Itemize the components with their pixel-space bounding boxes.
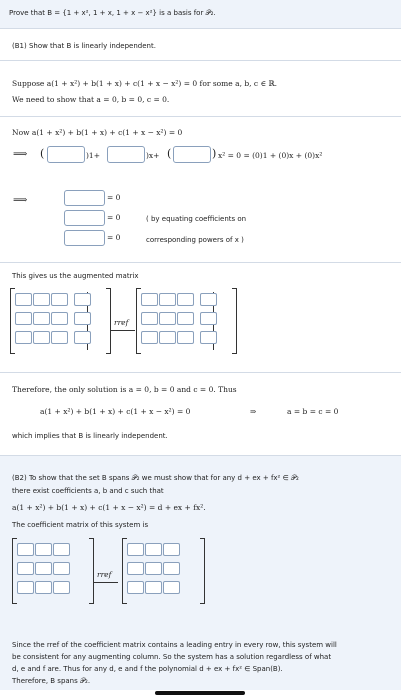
- matrix-cell[interactable]: [35, 562, 52, 575]
- matrix-cell[interactable]: [35, 543, 52, 556]
- open-paren: (: [167, 147, 172, 160]
- divider: [0, 116, 401, 117]
- matrix-cell[interactable]: [141, 293, 158, 306]
- divider: [0, 372, 401, 373]
- matrix-cell[interactable]: [177, 331, 194, 344]
- matrix-cell[interactable]: [51, 331, 68, 344]
- matrix-cell[interactable]: [145, 562, 162, 575]
- matrix-cell[interactable]: [200, 293, 217, 306]
- matrix-cell[interactable]: [33, 293, 50, 306]
- matrix-cell[interactable]: [74, 312, 91, 325]
- independence-conclusion: which implies that B is linearly independent.: [12, 432, 168, 440]
- rref-label: rref: [97, 570, 112, 579]
- matrix-bracket: [232, 288, 237, 354]
- equating-note: ( by equating coefficients on: [146, 215, 247, 223]
- eq-box-3[interactable]: [64, 230, 105, 246]
- coef-box-3[interactable]: [173, 146, 211, 163]
- matrix-cell[interactable]: [33, 331, 50, 344]
- implies-arrow: ⟹: [13, 149, 28, 160]
- eq-box-2[interactable]: [64, 210, 105, 226]
- divider: [0, 262, 401, 263]
- divider: [0, 28, 401, 29]
- matrix-cell[interactable]: [200, 312, 217, 325]
- rref-arrow: [93, 582, 118, 583]
- home-indicator[interactable]: [155, 691, 245, 695]
- matrix-cell[interactable]: [145, 543, 162, 556]
- matrix-cell[interactable]: [200, 331, 217, 344]
- matrix-cell[interactable]: [127, 543, 144, 556]
- matrix-cell[interactable]: [141, 312, 158, 325]
- thus-equation: a(1 + x²) + b(1 + x) + c(1 + x − x²) = 0: [40, 407, 191, 416]
- final-paragraph: d, e and f are. Thus for any d, e and f the polynomial d + ex + fx² ∈ Span(B).: [12, 665, 283, 673]
- close-paren: ): [212, 147, 217, 160]
- matrix-bracket: [106, 288, 111, 354]
- matrix-cell[interactable]: [177, 312, 194, 325]
- matrix-cell[interactable]: [145, 581, 162, 594]
- matrix-cell[interactable]: [53, 581, 70, 594]
- b2-line1: (B2) To show that the set B spans 𝒫₂ we must show that for any d + ex + fx² ∈ 𝒫₂: [12, 474, 299, 482]
- now-line: Now a(1 + x²) + b(1 + x) + c(1 + x − x²) = 0: [12, 128, 183, 137]
- matrix-cell[interactable]: [53, 562, 70, 575]
- suppose-line: Suppose a(1 + x²) + b(1 + x) + c(1 + x − x²) = 0 for some a, b, c ∈ ℝ.: [12, 79, 278, 88]
- matrix-cell[interactable]: [53, 543, 70, 556]
- matrix-cell[interactable]: [177, 293, 194, 306]
- equating-note: corresponding powers of x ): [146, 236, 244, 244]
- b2-equation: a(1 + x²) + b(1 + x) + c(1 + x − x²) = d + ex + fx².: [12, 503, 206, 512]
- matrix-cell[interactable]: [17, 581, 34, 594]
- matrix-cell[interactable]: [17, 562, 34, 575]
- coef-box-2[interactable]: [107, 146, 145, 163]
- expansion-tail: x² = 0 = (0)1 + (0)x + (0)x²: [218, 151, 323, 160]
- matrix-cell[interactable]: [159, 331, 176, 344]
- eq-box-1[interactable]: [64, 190, 105, 206]
- plus-one: )1+: [86, 151, 100, 160]
- eq-rhs: = 0: [107, 193, 121, 202]
- matrix-cell[interactable]: [74, 331, 91, 344]
- problem-title: Prove that B = {1 + x², 1 + x, 1 + x − x²} is a basis for 𝒫₂.: [9, 9, 216, 17]
- matrix-bracket: [200, 538, 205, 604]
- implies-symbol: ⇒: [250, 407, 257, 416]
- abc-zero: a = b = c = 0: [287, 407, 339, 416]
- rref-arrow: [110, 330, 135, 331]
- rref-label: rref: [114, 318, 129, 327]
- matrix-cell[interactable]: [15, 312, 32, 325]
- implies-arrow: ⟹: [13, 195, 28, 206]
- plus-x: )x+: [146, 151, 160, 160]
- matrix-cell[interactable]: [159, 293, 176, 306]
- matrix-cell[interactable]: [141, 331, 158, 344]
- coef-matrix-label: The coefficient matrix of this system is: [12, 521, 149, 529]
- final-paragraph: Since the rref of the coefficient matrix contains a leading entry in every row, this system will: [12, 641, 337, 649]
- eq-rhs: = 0: [107, 213, 121, 222]
- augmented-label: This gives us the augmented matrix: [12, 272, 139, 280]
- matrix-cell[interactable]: [35, 581, 52, 594]
- divider: [0, 60, 401, 61]
- matrix-cell[interactable]: [159, 312, 176, 325]
- final-paragraph: be consistent for any augmenting column. So the system has a solution regardless of what: [12, 653, 332, 661]
- open-paren: (: [40, 147, 45, 160]
- matrix-bracket: [89, 538, 94, 604]
- matrix-cell[interactable]: [17, 543, 34, 556]
- b2-line2: there exist coefficients a, b and c such that: [12, 487, 164, 495]
- final-paragraph: Therefore, B spans 𝒫₂.: [12, 677, 91, 685]
- matrix-cell[interactable]: [51, 293, 68, 306]
- need-line: We need to show that a = 0, b = 0, c = 0.: [12, 95, 170, 104]
- matrix-cell[interactable]: [163, 543, 180, 556]
- matrix-cell[interactable]: [127, 581, 144, 594]
- matrix-cell[interactable]: [163, 562, 180, 575]
- matrix-cell[interactable]: [15, 293, 32, 306]
- matrix-cell[interactable]: [127, 562, 144, 575]
- matrix-cell[interactable]: [51, 312, 68, 325]
- matrix-cell[interactable]: [15, 331, 32, 344]
- b1-heading: (B1) Show that B is linearly independent.: [12, 42, 156, 50]
- matrix-cell[interactable]: [74, 293, 91, 306]
- coef-box-1[interactable]: [47, 146, 85, 163]
- divider: [0, 455, 401, 456]
- therefore-line: Therefore, the only solution is a = 0, b = 0 and c = 0. Thus: [12, 385, 237, 394]
- eq-rhs: = 0: [107, 233, 121, 242]
- matrix-cell[interactable]: [33, 312, 50, 325]
- matrix-cell[interactable]: [163, 581, 180, 594]
